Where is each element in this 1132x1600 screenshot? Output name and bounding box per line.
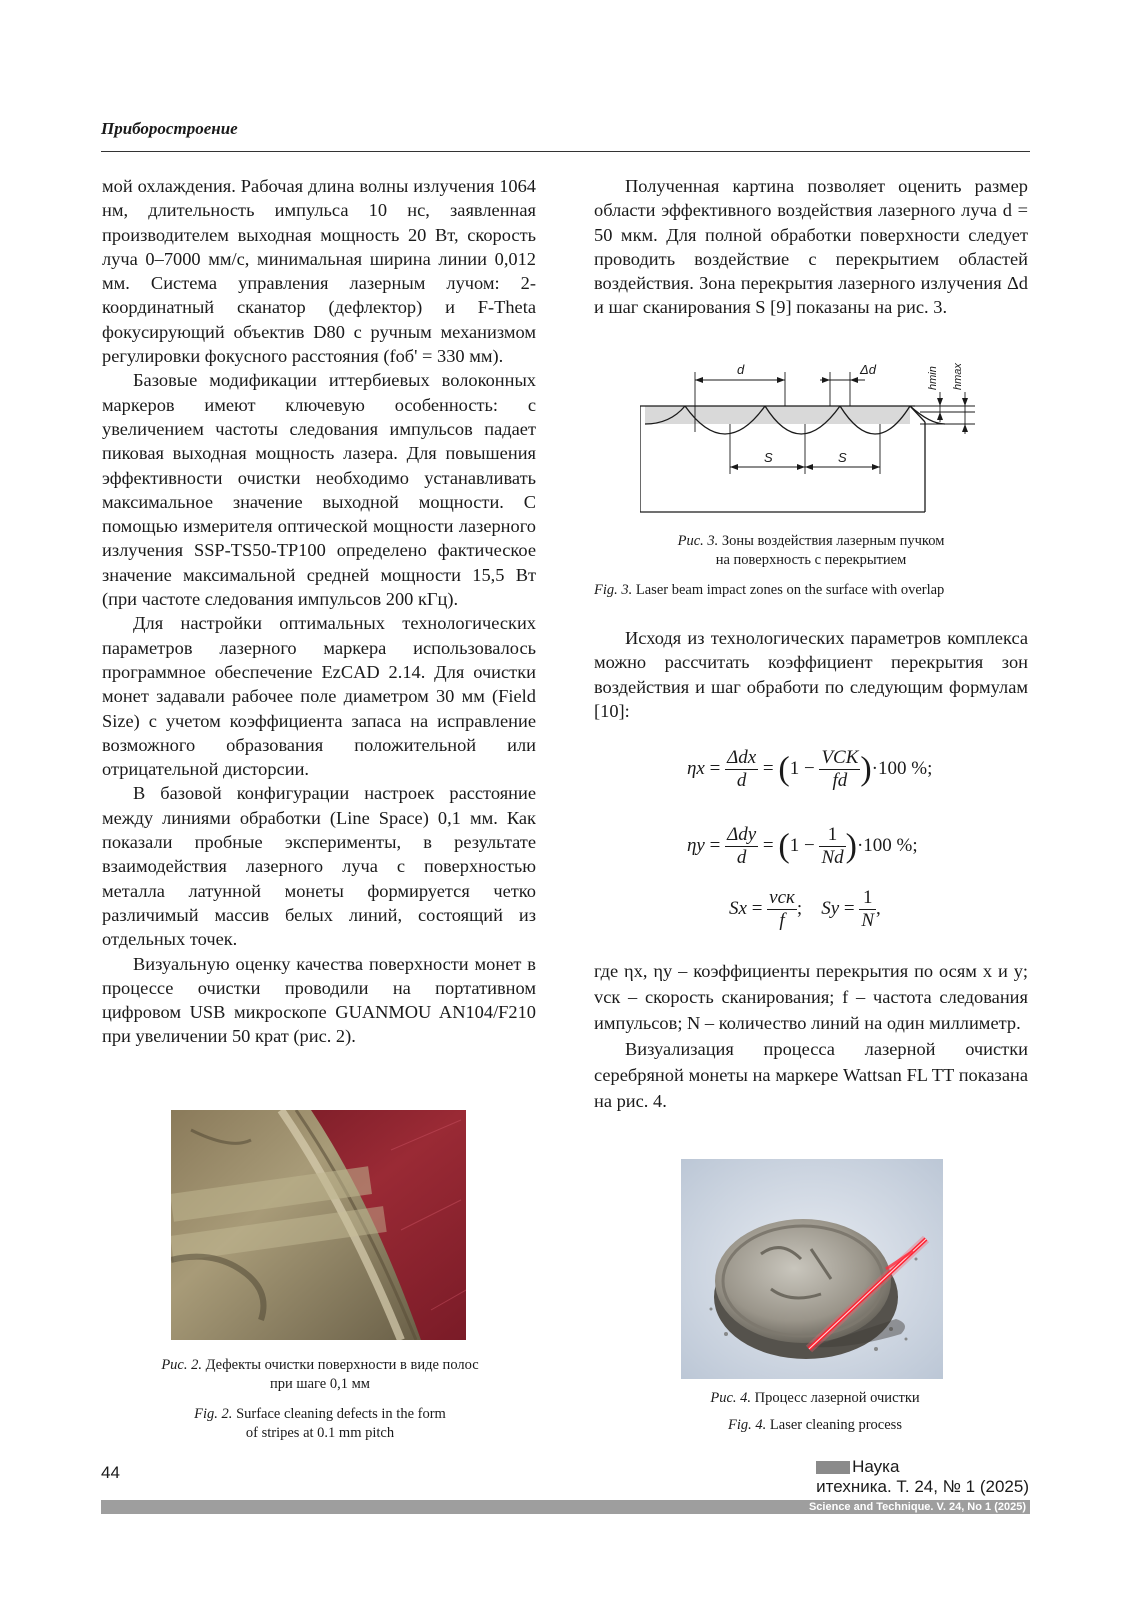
numerator: vск — [769, 887, 795, 908]
journal-line1: Наука — [852, 1457, 900, 1476]
caption-label: Fig. 3. — [594, 582, 633, 598]
figure2-photo — [171, 1110, 466, 1340]
formula-s: Sx = $\frac{\text{vск}}{f}$ ; Sy = $\frac{1}{N}$ , — [729, 887, 881, 931]
paragraph: Визуальную оценку качества поверхности монет в процессе очистки проводили на портативном цифровом USB микроскопе GUANMOU AN104/F210 при увеличении 50 крат (рис. 2). — [102, 953, 536, 1047]
formula-term: ·100 %; — [856, 834, 918, 856]
journal-title — [816, 1457, 1029, 1497]
caption-text: Процесс лазерной очистки — [754, 1390, 920, 1406]
fraction — [725, 747, 758, 792]
denominator: d — [736, 847, 747, 868]
paragraph: Базовые модификации иттербиевых волоконных маркеров имеют ключевую особенность: с увеличением частоты следования импульсов падает пиковая выходная мощность лазера. Для повышения эффективности очистки необходимо устанавливать максимальное значение выходной мощности. С помощью измерителя оптической мощности лазерного излучения SSP-TS50-TP100 определено фактическое значение максимальной средней мощности 15,5 Вт (при частоте следования импульсов 200 кГц). — [102, 370, 536, 610]
page-number: 44 — [101, 1463, 120, 1482]
fraction — [859, 887, 876, 932]
caption-text: Laser cleaning process — [769, 1417, 902, 1433]
denominator: fd — [832, 770, 848, 791]
formula-eta-y: ηy = $\frac{\text{Δdy}}{d}$ = (1 − $\frac{1}{Nd}$ )·100 %; — [687, 824, 918, 868]
formula-symbol: Sy — [821, 897, 840, 919]
label-hmin: hmin — [927, 366, 939, 390]
numerator: 1 — [819, 824, 845, 847]
paren-close: ) — [860, 750, 872, 788]
caption-text: Laser beam impact zones on the surface with overlap — [635, 582, 945, 598]
caption-text: Зоны воздействия лазерным пучком — [721, 533, 945, 549]
numerator: 1 — [859, 887, 876, 910]
label-s: S — [764, 450, 773, 465]
figure3-diagram — [640, 362, 1000, 522]
paragraph: мой охлаждения. Рабочая длина волны излучения 1064 нм, длительность импульса 10 нс, заявленная производителем выходная мощность 20 Вт, скорость луча 0–7000 мм/с, минимальная ширина линии 0,012 мм. Система управления лазерным лучом: 2-координатный сканатор (дефлектор) и F-Theta фокусирующий объектив D80 с ручным механизмом регулировки фокусного расстояния (fоб' = 330 мм). — [102, 176, 536, 367]
denominator: f — [779, 910, 785, 931]
formula-eta-x: ηx = $\frac{\text{Δdx}}{d}$ = (1 − $\frac{\text{VСК}}{fd}$ )·100 %; — [687, 747, 933, 791]
formula-symbol: ηx — [687, 757, 705, 779]
right-column-mid — [594, 626, 1028, 723]
figure4-caption-en — [600, 1416, 1030, 1435]
caption-text: на поверхность с перекрытием — [715, 552, 907, 568]
label-d: d — [737, 362, 745, 377]
label-hmax: hmax — [952, 363, 964, 390]
paragraph: Визуализация процесса лазерной очистки серебряной монеты на маркере Wattsan FL TT показана на рис. 4. — [594, 1039, 1028, 1111]
right-column-top — [594, 174, 1028, 320]
fraction — [819, 824, 845, 869]
fraction — [725, 824, 758, 869]
paragraph: В базовой конфигурации настроек расстояние между линиями обработки (Line Space) 0,1 мм. Как показали пробные эксперименты, в результате взаимодействия лазерного луча с поверхностью металла латунной монеты формируется четко различимый массив белых линий, состоящий из отдельных точек. — [102, 783, 536, 950]
denominator: Nd — [821, 847, 844, 868]
caption-text: при шаге 0,1 мм — [270, 1376, 370, 1392]
paren-open: ( — [778, 827, 790, 865]
paragraph: Полученная картина позволяет оценить размер области эффективного воздействия лазерного луча d = 50 мкм. Для полной обработки поверхности следует проводить воздействие с перекрытием областей воздействия. Зона перекрытия лазерного излучения Δd и шаг сканирования S [9] показаны на рис. 3. — [594, 176, 1028, 318]
formula-symbol: Sx — [729, 897, 747, 919]
header-rule — [101, 151, 1030, 152]
figure3-caption-en — [594, 581, 1028, 600]
paragraph: где ηx, ηy – коэффициенты перекрытия по осям x и y; vск – скорость сканирования; f – частота следования импульсов; N – количество линий на один миллиметр. — [594, 961, 1028, 1033]
paragraph: Исходя из технологических параметров комплекса можно рассчитать коэффициент перекрытия зон воздействия и шаг обработи по следующим формулам [10]: — [594, 628, 1028, 721]
running-title: Приборостроение — [101, 119, 238, 138]
caption-label: Рис. 3. — [677, 533, 719, 549]
figure2-caption-ru — [105, 1356, 535, 1394]
caption-text: Surface cleaning defects in the form — [236, 1406, 446, 1422]
paren-open: ( — [778, 750, 790, 788]
caption-text: Дефекты очистки поверхности в виде полос — [205, 1357, 479, 1373]
numerator: Δdx — [727, 747, 757, 768]
formula-term: 1 − — [789, 834, 815, 856]
label-s: S — [838, 450, 847, 465]
numerator: Δdy — [727, 824, 757, 845]
figure3-caption-ru — [594, 532, 1028, 570]
paragraph: Для настройки оптимальных технологических параметров лазерного маркера использовалось программное обеспечение EzCAD 2.14. Для очистки монет задавали рабочее поле диаметром 30 мм (Field Size) с учетом коэффициента запаса на исправление возможного образования положительной или отрицательной дисторсии. — [102, 613, 536, 780]
left-column — [102, 174, 536, 1049]
figure4-caption-ru — [600, 1389, 1030, 1408]
numerator: VСК — [821, 747, 859, 768]
formula-symbol: ηy — [687, 834, 705, 856]
journal-line2: итехника. Т. 24, № 1 (2025) — [816, 1477, 1029, 1496]
caption-text: of stripes at 0.1 mm pitch — [245, 1425, 395, 1441]
figure4-photo — [681, 1159, 943, 1379]
caption-label: Рис. 4. — [710, 1390, 752, 1406]
journal-mark — [816, 1461, 850, 1474]
formula-term: 1 − — [789, 757, 815, 779]
caption-label: Fig. 2. — [194, 1406, 233, 1422]
caption-label: Fig. 4. — [728, 1417, 767, 1433]
journal-title-en: Science and Technique. V. 24, No 1 (2025) — [808, 1501, 1026, 1513]
denominator: N — [861, 910, 875, 931]
formula-term: ·100 %; — [871, 757, 933, 779]
fraction — [819, 747, 860, 792]
denominator: d — [736, 770, 747, 791]
fraction — [767, 887, 797, 932]
right-column-bottom — [594, 958, 1028, 1114]
caption-label: Рис. 2. — [161, 1357, 202, 1373]
paren-close: ) — [845, 827, 857, 865]
figure2-caption-en — [105, 1405, 535, 1443]
label-delta-d: Δd — [860, 362, 876, 377]
